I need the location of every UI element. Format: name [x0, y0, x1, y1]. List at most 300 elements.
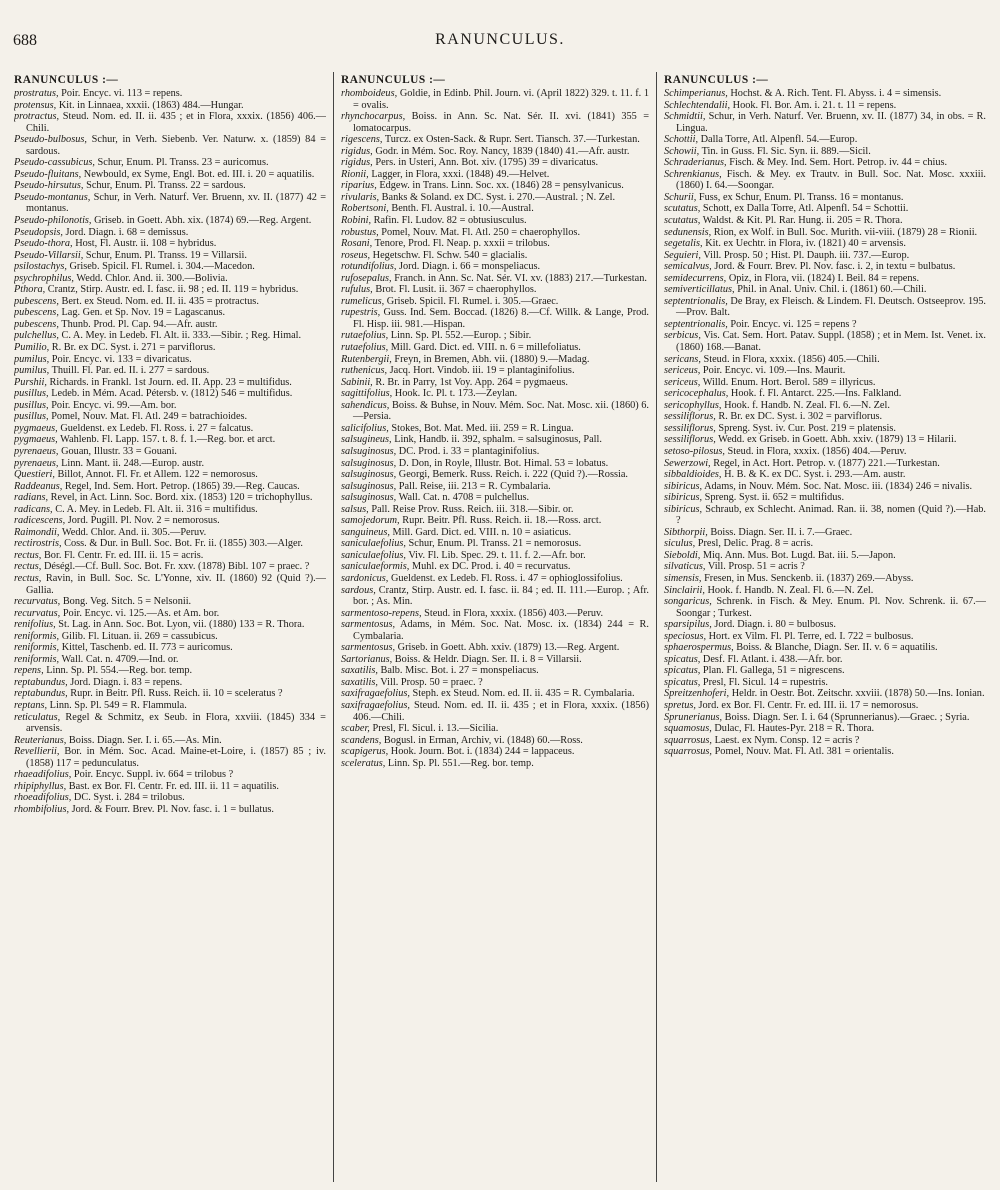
species-name: salsuginosus, [341, 469, 397, 481]
species-name: spicatus, [664, 653, 701, 665]
index-entry [664, 273, 986, 285]
index-entry [664, 619, 986, 631]
species-name: septentrionalis, [664, 295, 728, 307]
species-name: pyrenaeus, [14, 445, 59, 457]
species-name: spretus, [664, 699, 696, 711]
species-name: saniculaeformis, [341, 561, 410, 573]
reference: Goldie, in Edinb. Phil. Journ. vi. (April 1822) 329. t. 11. f. 1 = ovalis. [353, 88, 649, 111]
index-entry [341, 273, 649, 285]
reference: Wedd. Chlor. And. ii. 305.—Peruv. [61, 526, 207, 538]
reference: Jord. & Fourr. Brev. Pl. Nov. fasc. i. 2, in textu = bulbatus. [714, 261, 956, 273]
species-name: pygmaeus, [14, 422, 58, 434]
species-name: scutatus, [664, 215, 701, 227]
reference: Heldr. in Oestr. Bot. Zeitschr. xxviii. (1878) 50.—Ins. Ionian. [731, 688, 985, 700]
index-entry [341, 157, 649, 169]
reference: Griseb. in Goett. Abh. xix. (1874) 69.—Reg. Argent. [94, 215, 312, 227]
index-entry [14, 354, 326, 366]
index-entry [14, 111, 326, 134]
index-entry [664, 642, 986, 654]
reference: Opiz, in Flora, vii. (1824) I. Beil. 84 = repens. [728, 272, 920, 284]
reference: Bert. ex Steud. Nom. ed. II. ii. 435 = protractus. [61, 295, 259, 307]
index-entry [14, 215, 326, 227]
entry-list [341, 88, 649, 769]
index-entry [14, 250, 326, 262]
index-entry [341, 434, 649, 446]
reference: R. Br. in Parry, 1st Voy. App. 264 = pygmaeus. [375, 376, 568, 388]
species-name: Reuterianus, [14, 734, 67, 746]
species-name: simensis, [664, 572, 702, 584]
index-entry [664, 365, 986, 377]
index-entry [664, 330, 986, 353]
species-name: reptabundus, [14, 676, 68, 688]
index-entry [664, 446, 986, 458]
reference: Bong. Veg. Sitch. 5 = Nelsonii. [62, 596, 192, 608]
index-entry [14, 400, 326, 412]
index-entry [14, 169, 326, 181]
reference: Jord. ex Bor. Fl. Centr. Fr. ed. III. ii. 17 = nemorosus. [698, 699, 919, 711]
reference: Bogusl. in Erman, Archiv, vi. (1848) 60.—Ross. [383, 734, 583, 746]
species-name: sericeus, [664, 376, 701, 388]
reference: Willd. Enum. Hort. Berol. 589 = illyricus. [702, 376, 876, 388]
reference: Balb. Misc. Bot. i. 27 = monspeliacus. [380, 665, 539, 677]
index-entry [341, 746, 649, 758]
index-entry [341, 758, 649, 770]
index-entry [341, 723, 649, 735]
index-entry [341, 284, 649, 296]
reference: DC. Syst. i. 284 = trilobus. [73, 792, 185, 804]
species-name: rectus, [14, 561, 42, 573]
index-entry [341, 469, 649, 481]
species-name: Pseudo-philonotis, [14, 215, 92, 227]
reference: Host, Fl. Austr. ii. 108 = hybridus. [75, 238, 217, 250]
species-name: psychrophilus, [14, 272, 74, 284]
reference: Vill. Prosp. 51 = acris ? [707, 561, 805, 573]
species-name: sibiricus, [664, 480, 703, 492]
species-name: radicescens, [14, 515, 66, 527]
index-entry [14, 688, 326, 700]
index-entry [14, 227, 326, 239]
reference: Schur, in Verh. Siebenb. Ver. Naturw. x. (1859) 84 = sardous. [26, 134, 326, 157]
reference: Spreng. Syst. iv. Cur. Post. 219 = platensis. [718, 422, 896, 434]
reference: Schott, ex Dalla Torre, Atl. Alpenfl. 54 = Schottii. [702, 203, 909, 215]
index-entry [14, 792, 326, 804]
column-heading: RANUNCULUS :— [341, 74, 446, 86]
index-entry [341, 492, 649, 504]
reference: Muhl. ex DC. Prod. i. 40 = recurvatus. [411, 561, 571, 573]
species-name: sparsipilus, [664, 619, 712, 631]
index-entry [664, 538, 986, 550]
index-entry [341, 400, 649, 423]
species-name: rhynchocarpus, [341, 111, 406, 123]
species-name: sessiliflorus, [664, 422, 716, 434]
species-name: Pseudo-fluitans, [14, 168, 82, 180]
reference: Pall. Reise, iii. 213 = R. Cymbalaria. [398, 480, 551, 492]
reference: Edgew. in Trans. Linn. Soc. xx. (1846) 28 = pensylvanicus. [379, 180, 624, 192]
species-name: speciosus, [664, 630, 707, 642]
index-entry [14, 330, 326, 342]
entry-list [14, 88, 326, 815]
reference: Turcz. ex Osten-Sack. & Rupr. Sert. Tiansch. 37.—Turkestan. [384, 134, 640, 146]
index-entry [14, 769, 326, 781]
reference: Presl, Delic. Prag. 8 = acris. [697, 538, 814, 550]
reference: Hegetschw. Fl. Schw. 540 = glacialis. [372, 249, 528, 261]
species-name: rhaeadifolius, [14, 769, 72, 781]
species-name: Sibthorpii, [664, 526, 708, 538]
entry-list [664, 88, 986, 758]
species-name: Robini, [341, 215, 372, 227]
reference: Presl, Fl. Sicul. i. 13.—Sicilia. [372, 723, 499, 735]
reference: Fresen, in Mus. Senckenb. ii. (1837) 269.—Abyss. [704, 572, 914, 584]
reference: Boiss. & Blanche, Diagn. Ser. II. v. 6 = aquatilis. [736, 642, 938, 654]
reference: Rion, ex Wolf. in Bull. Soc. Murith. vii-viii. (1879) 28 = Rionii. [713, 226, 978, 238]
index-entry [664, 354, 986, 366]
index-entry [664, 469, 986, 481]
index-entry [14, 319, 326, 331]
species-name: reptans, [14, 699, 48, 711]
reference: Boiss. in Ann. Sc. Nat. Sér. II. xvi. (1841) 355 = lomatocarpus. [353, 111, 649, 134]
species-name: Sewerzowi, [664, 457, 711, 469]
reference: Lag. Gen. et Sp. Nov. 19 = Lagascanus. [61, 307, 226, 319]
index-entry [14, 307, 326, 319]
species-name: sibiricus, [664, 503, 703, 515]
index-entry [664, 215, 986, 227]
index-entry [14, 596, 326, 608]
reference: Rupr. in Beitr. Pfl. Russ. Reich. ii. 10 = sceleratus ? [70, 688, 283, 700]
species-name: pubescens, [14, 295, 59, 307]
reference: Steud. Nom. ed. II. ii. 435 ; et in Flora, xxxix. (1856) 406.—Chili. [26, 111, 326, 134]
index-entry [341, 735, 649, 747]
species-name: renifolius, [14, 619, 56, 631]
index-entry [341, 515, 649, 527]
running-head: RANUNCULUS. [435, 31, 565, 48]
species-name: Raddeanus, [14, 480, 63, 492]
species-name: sericeus, [664, 365, 701, 377]
index-entry [664, 146, 986, 158]
species-name: siculus, [664, 538, 696, 550]
reference: Pomel, Nouv. Mat. Fl. Atl. 249 = batrachioides. [51, 411, 248, 423]
species-name: Sprunerianus, [664, 711, 723, 723]
species-name: Schrenkianus, [664, 168, 722, 180]
species-name: salsuginosus, [341, 457, 397, 469]
reference: Griseb. Spicil. Fl. Rumel. i. 304.—Macedon. [69, 261, 255, 273]
reference: Regel, in Act. Hort. Petrop. v. (1877) 221.—Turkestan. [713, 457, 940, 469]
index-entry [14, 273, 326, 285]
index-entry [14, 550, 326, 562]
species-name: spicatus, [664, 665, 701, 677]
species-name: sphaerospermus, [664, 642, 734, 654]
reference: Mill. Gard. Dict. ed. VIII. n. 6 = millefoliatus. [390, 342, 581, 354]
index-entry [664, 388, 986, 400]
species-name: squamosus, [664, 723, 712, 735]
index-entry [14, 157, 326, 169]
reference: Poir. Encyc. vi. 99.—Am. bor. [51, 399, 177, 411]
reference: Dulac, Fl. Hautes-Pyr. 218 = R. Thora. [714, 723, 875, 735]
species-name: setoso-pilosus, [664, 445, 725, 457]
species-name: sahendicus, [341, 399, 390, 411]
species-name: salicifolius, [341, 422, 389, 434]
index-entry [664, 250, 986, 262]
reference: Lagger, in Flora, xxxi. (1848) 49.—Helvet. [371, 168, 550, 180]
reference: Schur, in Verh. Naturf. Ver. Bruenn, xv. II. (1877) 34, in obs. = R. Lingua. [676, 111, 986, 134]
index-entry [14, 527, 326, 539]
reference: Poir. Encyc. vi. 113 = repens. [61, 88, 183, 99]
index-entry [664, 111, 986, 134]
column-2 [341, 74, 649, 1178]
index-entry [341, 688, 649, 700]
reference: Hort. ex Vilm. Fl. Pl. Terre, ed. I. 722 = bulbosus. [708, 630, 914, 642]
reference: Regel & Schmitz, ex Seub. in Flora, xxviii. (1845) 334 = arvensis. [26, 711, 326, 735]
reference: Wall. Cat. n. 4708 = pulchellus. [398, 492, 530, 504]
index-entry [14, 388, 326, 400]
index-entry [14, 342, 326, 354]
index-entry [341, 250, 649, 262]
reference: Hook. Ic. Pl. t. 173.—Zeylan. [394, 388, 518, 400]
species-name: Seguieri, [664, 249, 701, 261]
reference: Boiss. Diagn. Ser. II. i. 7.—Graec. [710, 526, 853, 538]
index-entry [341, 342, 649, 354]
reference: Bor. Fl. Centr. Fr. ed. III. ii. 15 = acris. [43, 549, 204, 561]
reference: Gueldenst. ex Ledeb. Fl. Ross. i. 47 = ophioglossifolius. [390, 572, 623, 584]
index-entry [341, 423, 649, 435]
species-name: reticulatus, [14, 711, 61, 723]
species-name: rhipiphyllus, [14, 780, 67, 792]
reference: Coss. & Dur. in Bull. Soc. Bot. Fr. ii. (1855) 303.—Alger. [64, 538, 304, 550]
column-heading: RANUNCULUS :— [14, 74, 119, 86]
species-name: rigidus, [341, 157, 373, 169]
index-entry [341, 180, 649, 192]
species-name: radians, [14, 492, 49, 504]
index-entry [341, 642, 649, 654]
species-name: rivularis, [341, 191, 380, 203]
reference: Vis. Cat. Sem. Hort. Patav. Suppl. (1858) ; et in Mem. Ist. Venet. ix. (1860) 168.—Banat. [676, 330, 986, 354]
species-name: Pseudo-thora, [14, 238, 73, 250]
reference: Banks & Soland. ex DC. Syst. i. 270.—Austral. ; N. Zel. [381, 191, 616, 203]
species-name: spicatus, [664, 676, 701, 688]
reference: Hook. Journ. Bot. i. (1834) 244 = lappaceus. [390, 746, 575, 758]
index-entry [14, 296, 326, 308]
index-entry [664, 677, 986, 689]
species-name: sedunensis, [664, 226, 712, 238]
index-entry [664, 504, 986, 527]
index-entry [664, 296, 986, 319]
reference: Fisch. & Mey. Ind. Sem. Hort. Petrop. iv. 44 = chius. [729, 157, 948, 169]
reference: Mill. Gard. Dict. ed. VIII. n. 10 = asiaticus. [392, 526, 572, 538]
species-name: rutaefolius, [341, 342, 389, 354]
index-entry [341, 296, 649, 308]
reference: Fuss, ex Schur, Enum. Pl. Transs. 16 = montanus. [698, 191, 904, 203]
index-entry [664, 596, 986, 619]
species-name: saniculaefolius, [341, 549, 406, 561]
reference: Billot, Annot. Fl. Fr. et Allem. 122 = nemorosus. [57, 469, 258, 481]
index-entry [341, 330, 649, 342]
reference: Miq. Ann. Mus. Bot. Lugd. Bat. iii. 5.—Japon. [702, 549, 896, 561]
species-name: Schurii, [664, 191, 697, 203]
reference: Linn. Sp. Pl. 552.—Europ. ; Sibir. [390, 330, 532, 342]
reference: Jord. Pugill. Pl. Nov. 2 = nemorosus. [67, 515, 220, 527]
index-entry [14, 284, 326, 296]
species-name: Robertsoni, [341, 203, 389, 215]
index-entry [664, 585, 986, 597]
index-entry [341, 227, 649, 239]
index-entry [341, 354, 649, 366]
species-name: Pseudo-montanus, [14, 191, 91, 203]
species-name: saxatilis, [341, 676, 378, 688]
species-name: Schimperianus, [664, 88, 728, 99]
column-divider [656, 72, 657, 1182]
index-entry [341, 111, 649, 134]
species-name: rutaefolius, [341, 330, 389, 342]
reference: Boiss. Diagn. Ser. I. i. 65.—As. Min. [68, 734, 222, 746]
reference: Schrenk. in Fisch. & Mey. Enum. Pl. Nov. Schrenk. ii. 67.—Soongar ; Turkest. [676, 596, 986, 619]
index-entry [664, 688, 986, 700]
species-name: psilostachys, [14, 261, 67, 273]
index-entry [14, 642, 326, 654]
species-name: rumelicus, [341, 295, 385, 307]
reference: Poir. Encyc. vi. 125.—As. et Am. bor. [62, 607, 220, 619]
reference: St. Lag. in Ann. Soc. Bot. Lyon, vii. (1880) 133 = R. Thora. [58, 619, 305, 631]
reference: Desf. Fl. Atlant. i. 438.—Afr. bor. [702, 653, 843, 665]
index-entry [341, 654, 649, 666]
reference: Brot. Fl. Lusit. ii. 367 = chaerophyllos. [375, 284, 537, 296]
species-name: pubescens, [14, 318, 59, 330]
species-name: squarrosus, [664, 746, 712, 758]
reference: Hook. f. Fl. Antarct. 225.—Ins. Falkland. [730, 388, 902, 400]
reference: Ravin, in Bull. Soc. Sc. L'Yonne, xiv. II. (1860) 92 (Quid ?).—Gallia. [26, 572, 326, 596]
reference: Hochst. & A. Rich. Tent. Fl. Abyss. i. 4 = simensis. [730, 88, 942, 99]
species-name: ruthenicus, [341, 365, 388, 377]
reference: Newbould, ex Syme, Engl. Bot. ed. III. i. 20 = aquatilis. [83, 168, 315, 180]
index-entry [664, 88, 986, 100]
species-name: scutatus, [664, 203, 701, 215]
species-name: serbicus, [664, 330, 701, 342]
species-name: Pumilio, [14, 342, 50, 354]
reference: Jord. & Fourr. Brev. Pl. Nov. fasc. i. 1 = bullatus. [71, 803, 274, 815]
index-entry [14, 100, 326, 112]
species-name: sessiliflorus, [664, 411, 716, 423]
species-name: scaber, [341, 723, 370, 735]
reference: Boiss. Diagn. Ser. I. i. 64 (Sprunnerianus).—Graec. ; Syria. [724, 711, 970, 723]
reference: Kit. ex Uechtr. in Flora, iv. (1821) 40 = arvensis. [705, 238, 906, 250]
species-name: sibiricus, [664, 492, 703, 504]
species-name: protractus, [14, 111, 60, 123]
index-entry [664, 319, 986, 331]
reference: Godr. in Mém. Soc. Roy. Nancy, 1839 (1840) 41.—Afr. austr. [375, 145, 630, 157]
species-name: robustus, [341, 226, 379, 238]
species-name: rectus, [14, 549, 42, 561]
index-entry [14, 458, 326, 470]
reference: Thuill. Fl. Par. ed. II. i. 277 = sardous. [51, 365, 210, 377]
species-name: rigescens, [341, 134, 383, 146]
index-entry [341, 169, 649, 181]
species-name: sarmentosus, [341, 619, 396, 631]
species-name: saxifragaefolius, [341, 699, 410, 711]
species-name: Pseudo-cassubicus, [14, 157, 95, 169]
reference: Linn. Sp. Pl. 549 = R. Flammula. [49, 699, 187, 711]
index-entry [341, 585, 649, 608]
reference: Boiss. & Buhse, in Nouv. Mém. Soc. Nat. Mosc. xii. (1860) 6.—Persia. [353, 399, 649, 423]
index-entry [664, 100, 986, 112]
species-name: salsuginosus, [341, 480, 397, 492]
reference: Revel, in Act. Linn. Soc. Bord. xix. (1853) 120 = trichophyllus. [50, 492, 313, 504]
species-name: Pseudo-bulbosus, [14, 134, 87, 146]
index-entry [341, 215, 649, 227]
reference: Regel, Ind. Sem. Hort. Petrop. (1865) 39.—Reg. Caucas. [64, 480, 300, 492]
reference: Stokes, Bot. Mat. Med. iii. 259 = R. Lingua. [391, 422, 574, 434]
species-name: sibbaldioides, [664, 469, 722, 481]
reference: Viv. Fl. Lib. Spec. 29. t. 11. f. 2.—Afr. bor. [408, 549, 586, 561]
index-entry [664, 712, 986, 724]
reference: Laest. ex Nym. Consp. 12 = acris ? [714, 734, 860, 746]
reference: Waldst. & Kit. Pl. Rar. Hung. ii. 205 = R. Thora. [702, 215, 903, 227]
index-entry [341, 377, 649, 389]
index-entry [664, 434, 986, 446]
species-name: septentrionalis, [664, 318, 728, 330]
reference: Jord. Diagn. i. 80 = bulbosus. [714, 619, 837, 631]
reference: Vill. Prosp. 50 ; Hist. Pl. Dauph. iii. 737.—Europ. [703, 249, 910, 261]
reference: R. Br. ex DC. Syst. i. 302 = parviflorus. [718, 411, 883, 423]
species-name: Revellierii, [14, 746, 60, 758]
reference: Georgi, Bemerk. Russ. Reich. i. 222 (Quid ?).—Rossia. [398, 469, 628, 481]
reference: Presl, Fl. Sicul. 14 = rupestris. [702, 676, 828, 688]
index-entry [664, 700, 986, 712]
reference: Jord. Diagn. i. 83 = repens. [70, 676, 183, 688]
reference: Jord. Diagn. i. 68 = demissus. [65, 226, 189, 238]
species-name: reniformis, [14, 642, 60, 654]
species-name: saxatilis, [341, 665, 378, 677]
page-number: 688 [13, 32, 37, 49]
reference: Thunb. Prod. Pl. Cap. 94.—Afr. austr. [61, 318, 218, 330]
index-entry [14, 492, 326, 504]
species-name: rufulus, [341, 284, 373, 296]
reference: Jacq. Hort. Vindob. iii. 19 = plantaginifolius. [389, 365, 575, 377]
index-entry [14, 781, 326, 793]
species-name: riparius, [341, 180, 377, 192]
species-name: songaricus, [664, 596, 712, 608]
reference: Kittel, Taschenb. ed. II. 773 = auricomus. [61, 642, 233, 654]
species-name: saxifragaefolius, [341, 688, 410, 700]
species-name: semidecurrens, [664, 272, 727, 284]
index-entry [341, 458, 649, 470]
species-name: scandens, [341, 734, 382, 746]
species-name: Sieboldi, [664, 549, 701, 561]
index-entry [341, 550, 649, 562]
index-entry [14, 712, 326, 735]
species-name: pumilus, [14, 353, 50, 365]
reference: Ledeb. in Mém. Acad. Pétersb. v. (1812) 546 = multifidus. [51, 388, 293, 400]
index-entry [14, 377, 326, 389]
reference: Pomel, Nouv. Mat. Fl. Atl. 381 = orientalis. [714, 746, 894, 758]
reference: Poir. Encyc. vi. 133 = divaricatus. [51, 353, 192, 365]
reference: Rupr. Beitr. Pfl. Russ. Reich. ii. 18.—Ross. arct. [402, 515, 602, 527]
reference: Wedd. Chlor. And. ii. 300.—Bolivia. [76, 272, 228, 284]
index-entry [341, 261, 649, 273]
species-name: rigidus, [341, 145, 373, 157]
reference: Griseb. Spicil. Fl. Rumel. i. 305.—Graec. [386, 295, 559, 307]
species-name: Pseudopsis, [14, 226, 63, 238]
index-entry [341, 365, 649, 377]
species-name: radicans, [14, 503, 53, 515]
index-entry [664, 746, 986, 758]
index-entry [341, 192, 649, 204]
reference: R. Br. ex DC. Syst. i. 271 = parviflorus. [51, 342, 216, 354]
index-entry [14, 192, 326, 215]
species-name: rupestris, [341, 307, 381, 319]
reference: Bor. in Mém. Soc. Acad. Maine-et-Loire, i. (1857) 85 ; iv. (1858) 117 = pedunculatus. [26, 746, 326, 769]
species-name: rotundifolius, [341, 261, 397, 273]
reference: Schraub, ex Schlecht. Animad. Ran. ii. 38, nomen (Quid ?).—Hab. ? [676, 503, 986, 527]
index-entry [664, 550, 986, 562]
index-entry [664, 238, 986, 250]
